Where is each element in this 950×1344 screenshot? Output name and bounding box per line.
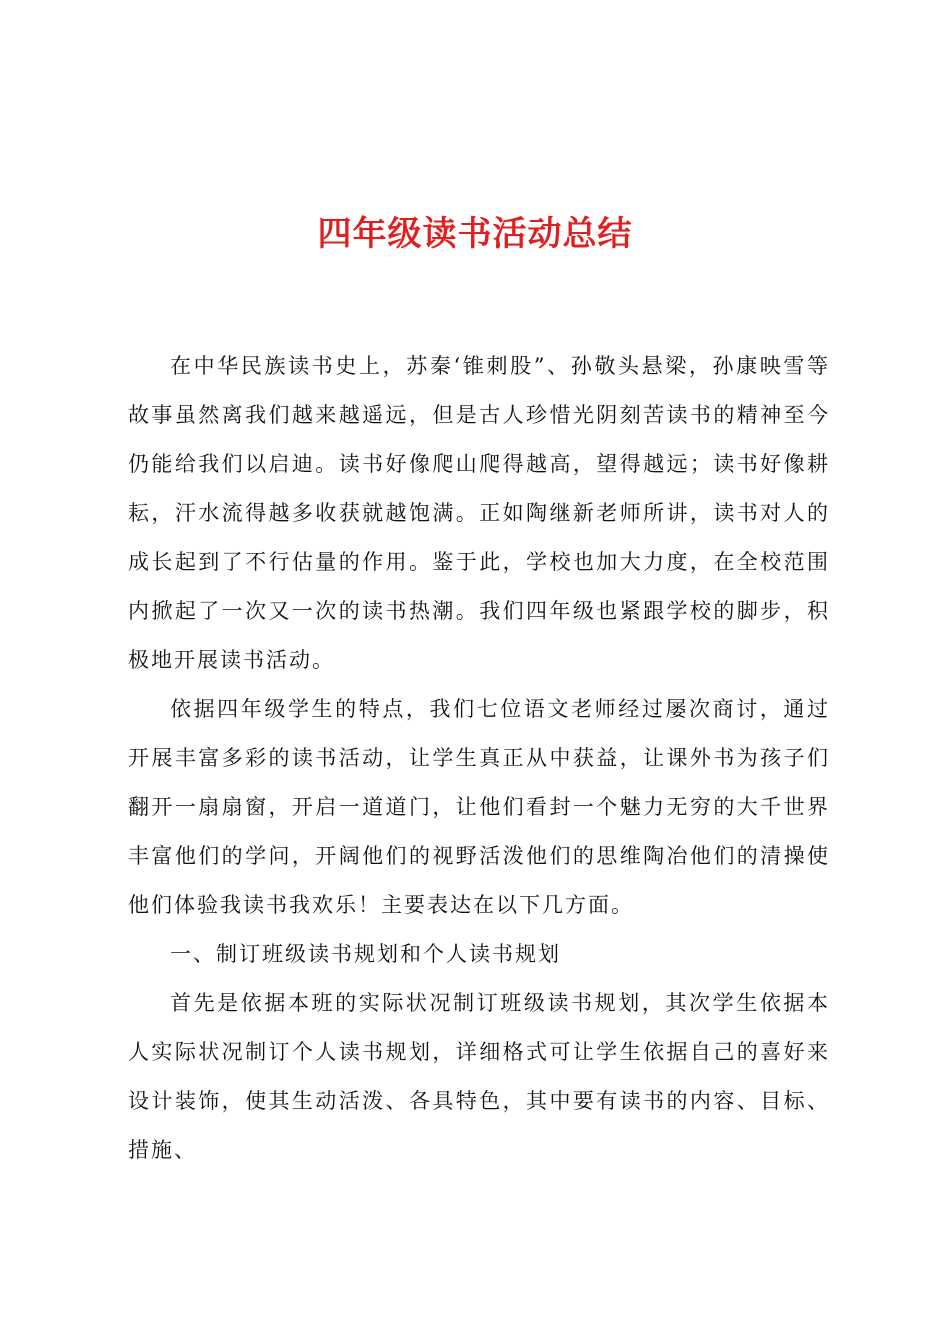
paragraph-basis: 依据四年级学生的特点，我们七位语文老师经过屡次商讨，通过开展丰富多彩的读书活动，让学生真正从中获益，让课外书为孩子们翻开一扇扇窗，开启一道道门，让他们看封一个魅力无穷的大千世界丰富他们的学问，开阔他们的视野活泼他们的思维陶冶他们的清操使他们体验我读书我欢乐！主要表达在以下几方面。 (128, 697, 830, 917)
document-body (128, 342, 830, 1175)
section-heading-1: 一、制订班级读书规划和个人读书规划 (170, 942, 561, 966)
document-title: 四年级读书活动总结 (317, 214, 633, 254)
paragraph-plan: 首先是依据本班的实际状况制订班级读书规划，其次学生依据本人实际状况制订个人读书规划，详细格式可让学生依据自己的喜好来设计装饰，使其生动活泼、各具特色，其中要有读书的内容、目标、措施、 (128, 991, 830, 1162)
paragraph-intro: 在中华民族读书史上，苏秦‘锥刺股”、孙敬头悬梁，孙康映雪等故事虽然离我们越来越遥远，但是古人珍惜光阴刻苦读书的精神至今仍能给我们以启迪。读书好像爬山爬得越高，望得越远；读书好像耕耘，汗水流得越多收获就越饱满。正如陶继新老师所讲，读书对人的成长起到了不行估量的作用。鉴于此，学校也加大力度，在全校范围内掀起了一次又一次的读书热潮。我们四年级也紧跟学校的脚步，积极地开展读书活动。 (128, 354, 830, 672)
